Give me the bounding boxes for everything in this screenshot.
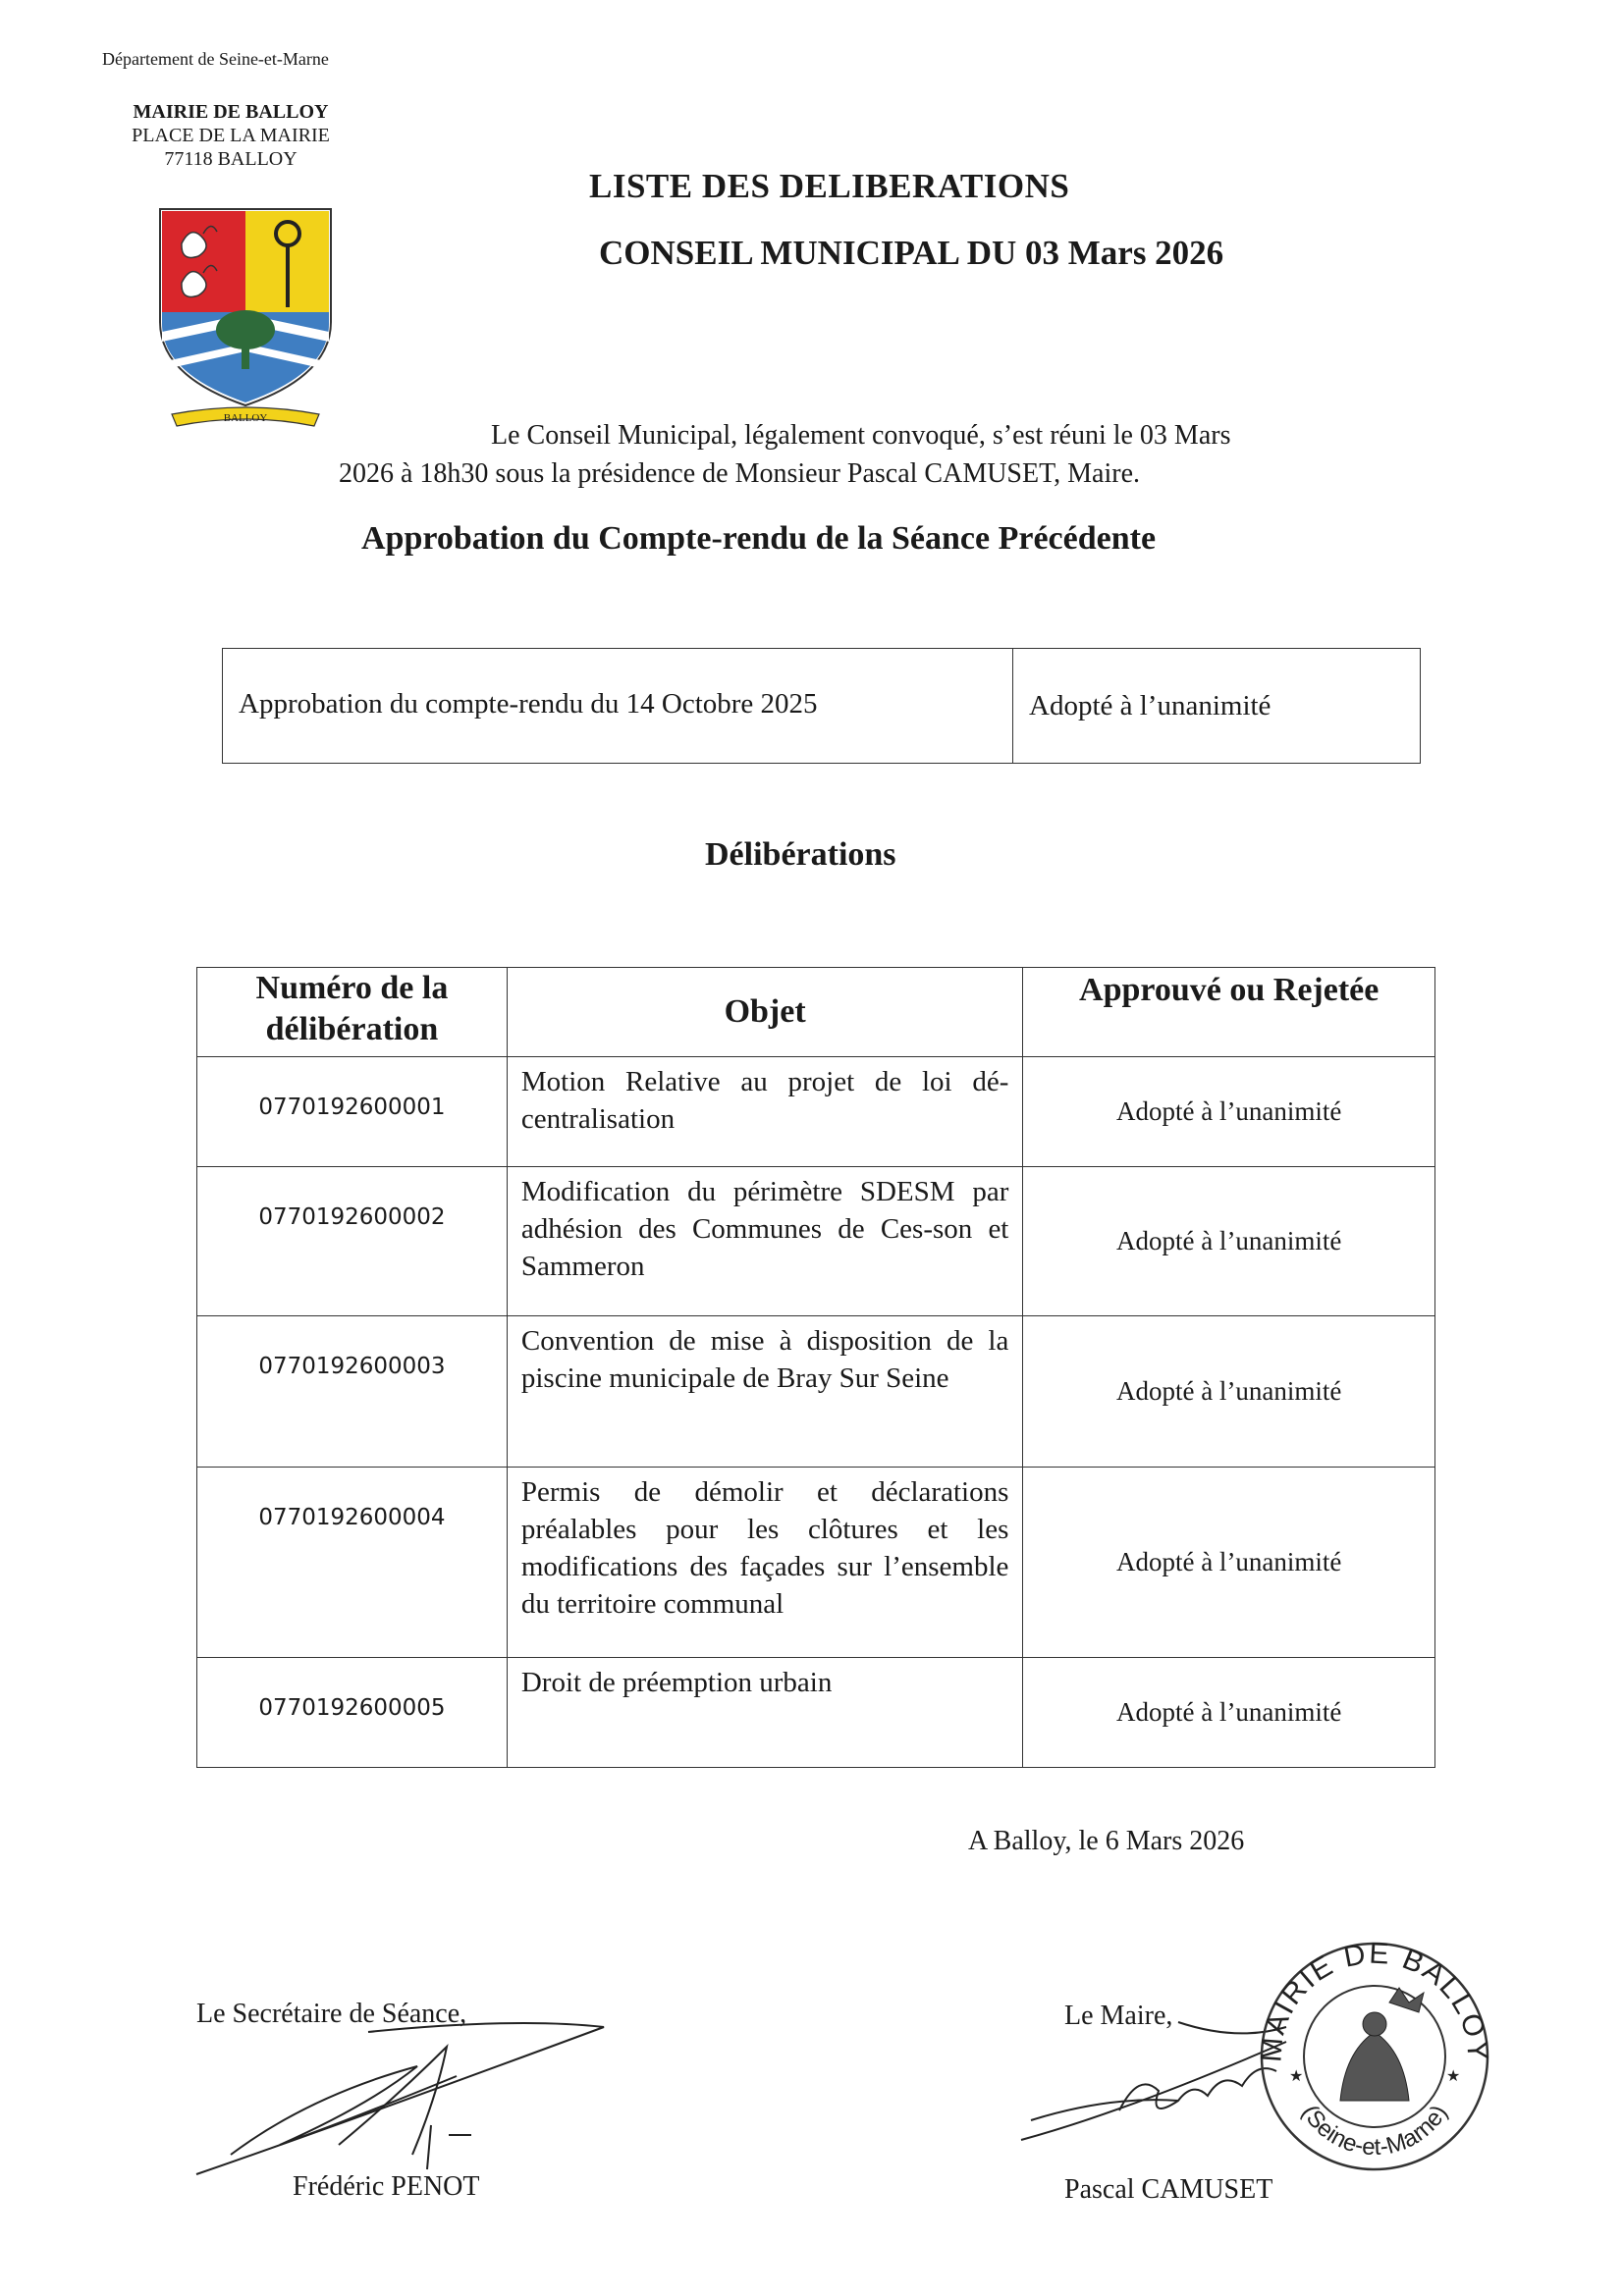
svg-text:(Seine-et-Marne) xyxy=(1296,2101,1453,2161)
approbation-item: Approbation du compte-rendu du 14 Octobre 2025 xyxy=(223,649,1013,763)
deliberation-result: Adopté à l’unanimité xyxy=(1023,1167,1435,1316)
column-header-objet: Objet xyxy=(507,968,1023,1057)
table-row xyxy=(197,1468,1435,1658)
secretary-name: Frédéric PENOT xyxy=(293,2171,480,2202)
table-row xyxy=(197,1057,1435,1167)
intro-line-1: Le Conseil Municipal, légalement convoqué, s’est réuni le 03 Mars xyxy=(491,420,1231,451)
address-line-1: PLACE DE LA MAIRIE xyxy=(132,125,330,146)
column-header-numero: Numéro de la délibération xyxy=(197,968,508,1057)
deliberations-table xyxy=(196,967,1435,1768)
deliberation-object: Convention de mise à disposition de la piscine municipale de Bray Sur Seine xyxy=(507,1316,1023,1468)
deliberation-number: 0770192600002 xyxy=(197,1167,508,1316)
table-row xyxy=(197,1658,1435,1768)
deliberation-object: Droit de préemption urbain xyxy=(507,1658,1023,1768)
mayor-name: Pascal CAMUSET xyxy=(1064,2174,1273,2205)
deliberation-number: 0770192600005 xyxy=(197,1658,508,1768)
stamp-bottom-text: (Seine-et-Marne) xyxy=(1296,2100,1453,2162)
deliberation-result: Adopté à l’unanimité xyxy=(1023,1468,1435,1658)
intro-paragraph xyxy=(339,416,1380,493)
approbation-result: Adopté à l’unanimité xyxy=(1029,690,1271,721)
stamp-top-text: MAIRIE DE BALLOY xyxy=(1255,1937,1494,2063)
table-row xyxy=(197,1316,1435,1468)
deliberation-object: Permis de démolir et déclarations préalables pour les clôtures et les modifications des façades sur l’ensemble du territoire communal xyxy=(507,1468,1023,1658)
deliberation-result: Adopté à l’unanimité xyxy=(1023,1316,1435,1468)
coat-banner-text: BALLOY xyxy=(223,412,268,424)
coat-of-arms-icon xyxy=(152,204,339,430)
secretary-label: Le Secrétaire de Séance, xyxy=(196,1999,467,2029)
column-header-resultat: Approuvé ou Rejetée xyxy=(1023,968,1435,1057)
title-line-1: LISTE DES DELIBERATIONS xyxy=(589,167,1070,205)
deliberation-result: Adopté à l’unanimité xyxy=(1023,1658,1435,1768)
deliberation-number: 0770192600003 xyxy=(197,1316,508,1468)
deliberations-heading: Délibérations xyxy=(705,836,896,873)
mayor-label: Le Maire, xyxy=(1064,2001,1173,2031)
approbation-heading: Approbation du Compte-rendu de la Séance Précédente xyxy=(361,520,1157,557)
deliberation-object: Modification du périmètre SDESM par adhésion des Communes de Ces-son et Sammeron xyxy=(507,1167,1023,1316)
deliberation-result: Adopté à l’unanimité xyxy=(1023,1057,1435,1167)
mairie-stamp-icon xyxy=(1252,1934,1497,2179)
address-line-2: 77118 BALLOY xyxy=(164,148,298,170)
table-row xyxy=(197,1167,1435,1316)
mairie-name: MAIRIE DE BALLOY xyxy=(133,101,329,123)
title-line-2: CONSEIL MUNICIPAL DU 03 Mars 2026 xyxy=(599,234,1224,272)
table-header-row xyxy=(197,968,1435,1057)
deliberation-number: 0770192600001 xyxy=(197,1057,508,1167)
place-date: A Balloy, le 6 Mars 2026 xyxy=(968,1826,1245,1856)
svg-text:★: ★ xyxy=(1289,2066,1304,2085)
deliberation-number: 0770192600004 xyxy=(197,1468,508,1658)
intro-line-2: 2026 à 18h30 sous la présidence de Monsieur Pascal CAMUSET, Maire. xyxy=(339,458,1140,489)
svg-text:★: ★ xyxy=(1446,2066,1461,2085)
mairie-address-block xyxy=(108,100,353,171)
department-line: Département de Seine-et-Marne xyxy=(102,49,329,69)
approbation-table xyxy=(222,648,1421,764)
secretary-signature-icon xyxy=(191,2007,614,2184)
deliberation-object: Motion Relative au projet de loi dé-centralisation xyxy=(507,1057,1023,1167)
